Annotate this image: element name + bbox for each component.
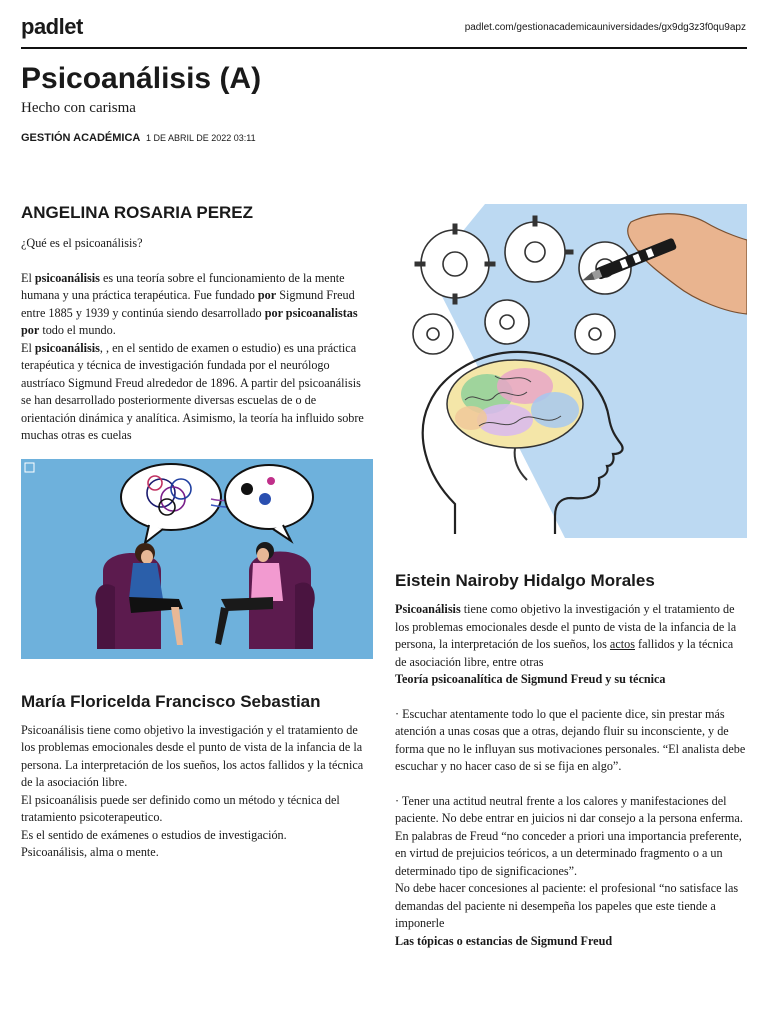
post-paragraph: El psicoanálisis, , en el sentido de examen o estudio) es una práctica terapéutica y técnica de investigación fundada por el neurólogo austríaco Sigmund Freud alrededor de 1896. A partir del psicoanálisis se han desarrollado posteriormente diversas escuelas de o de orientación dinámica y analítica. Asimismo, la teoría ha influido sobre muchas otras es cuelas (21, 340, 364, 442)
board-subtitle: Hecho con carisma (21, 100, 136, 116)
post-title: Eistein Nairoby Hidalgo Morales (395, 571, 655, 590)
post-body (21, 235, 373, 445)
padlet-logo[interactable]: padlet (21, 14, 83, 39)
therapy-illustration[interactable] (21, 459, 373, 659)
post-paragraph: Es el sentido de exámenes o estudios de investigación. (21, 827, 287, 842)
post-paragraph: Psicoanálisis, alma o mente. (21, 845, 159, 859)
post-eistein (395, 570, 747, 950)
board-author[interactable]: GESTIÓN ACADÉMICA (21, 132, 141, 144)
post-paragraph: No debe hacer concesiones al paciente: el profesional “no satisface las demandas del paciente ni desempeña los papeles que este tiende a imponerle (395, 881, 739, 930)
post-body (21, 722, 373, 862)
post-paragraph: El psicoanálisis es una teoría sobre el funcionamiento de la mente humana y una práctica terapéutica. Fue fundado por Sigmund Freud entre 1885 y 1939 y continúa siendo desarrollado por psicoanalistas por todo el mundo. (21, 270, 358, 337)
post-angelina (21, 202, 373, 659)
board-date: 1 DE ABRIL DE 2022 03:11 (146, 133, 256, 143)
header-divider (21, 47, 747, 49)
board-title: Psicoanálisis (A) (21, 62, 262, 95)
post-paragraph: Psicoanálisis tiene como objetivo la investigación y el tratamiento de los problemas emocionales desde el punto de vista de la infancia de la persona. La interpretación de los sueños, los actos fallidos y la técnica de la asociación libre. (21, 722, 364, 789)
post-bullet: · Escuchar atentamente todo lo que el paciente dice, sin prestar más atención a unas cosas que a otras, dejando fluir su inconsciente, y de forma que no le influyan sus motivaciones personales. “El analista debe escuchar y no hacer caso de si se fija en algo”. (395, 706, 746, 773)
post-bullet: · Tener una actitud neutral frente a los calores y manifestaciones del paciente. No debe entrar en juicios ni dar consejo a la persona enferma. En palabras de Freud “no conceder a priori una importancia preferente, en virtud de prejuicios teóricos, a un determinado fragmento o a un determinado tipo de significaciones”. (395, 793, 743, 878)
post-subheading: Las tópicas o estancias de Sigmund Freud (395, 933, 613, 948)
post-title: ANGELINA ROSARIA PEREZ (21, 203, 254, 222)
column-left (21, 202, 373, 862)
brain-drawing-image[interactable] (395, 204, 747, 538)
post-title: María Floricelda Francisco Sebastian (21, 691, 321, 711)
post-body (395, 601, 747, 950)
post-paragraph: El psicoanálisis puede ser definido como un método y técnica del tratamiento psicoterapeutico. (21, 792, 340, 824)
post-maria (21, 691, 373, 862)
post-paragraph: Psicoanálisis tiene como objetivo la investigación y el tratamiento de los problemas emocionales desde el punto de vista de la infancia de la persona, la interpretación de los sueños, los actos fallidos y la técnica de asociación libre, entre otras (395, 602, 737, 669)
column-right (395, 204, 747, 950)
post-question: ¿Qué es el psicoanálisis? (21, 236, 143, 250)
post-subheading: Teoría psicoanalítica de Sigmund Freud y su técnica (395, 672, 666, 686)
page-url: padlet.com/gestionacademicauniversidades/gx9dg3z3f0qu9apz (464, 22, 746, 33)
